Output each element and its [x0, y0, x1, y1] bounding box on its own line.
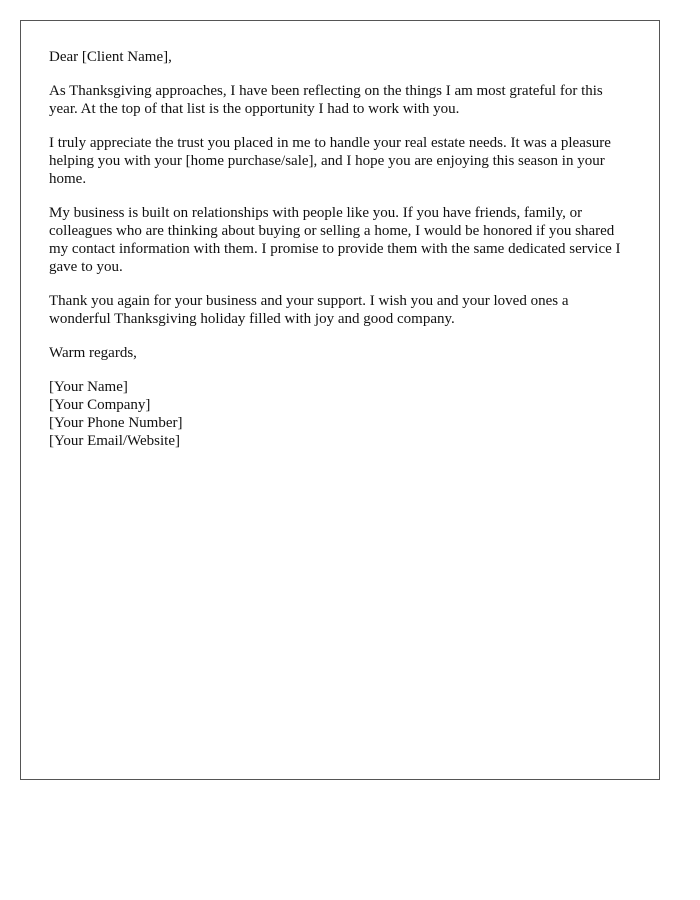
signature-block: [49, 378, 629, 450]
closing: Warm regards,: [49, 345, 137, 361]
paragraph-referral: My business is built on relationships with people like you. If you have friends, family, or colleagues who are thinking about buying or selling a home, I would be honored if you shared my contact information with them. I promise to provide them with the same dedicated service I gave to you.: [49, 205, 621, 275]
signature-name: [Your Name]: [49, 379, 128, 395]
salutation: Dear [Client Name],: [49, 49, 172, 65]
signature-phone: [Your Phone Number]: [49, 415, 183, 431]
letter-body: [49, 48, 629, 450]
paragraph-thanks: Thank you again for your business and your support. I wish you and your loved ones a wonderful Thanksgiving holiday filled with joy and good company.: [49, 293, 569, 327]
signature-email: [Your Email/Website]: [49, 433, 181, 449]
letter-page: [20, 20, 660, 780]
paragraph-gratitude: As Thanksgiving approaches, I have been reflecting on the things I am most grateful for this year. At the top of that list is the opportunity I had to work with you.: [49, 83, 603, 117]
signature-company: [Your Company]: [49, 397, 151, 413]
paragraph-appreciation: I truly appreciate the trust you placed in me to handle your real estate needs. It was a pleasure helping you with your [home purchase/sale], and I hope you are enjoying this season in your home.: [49, 135, 611, 187]
